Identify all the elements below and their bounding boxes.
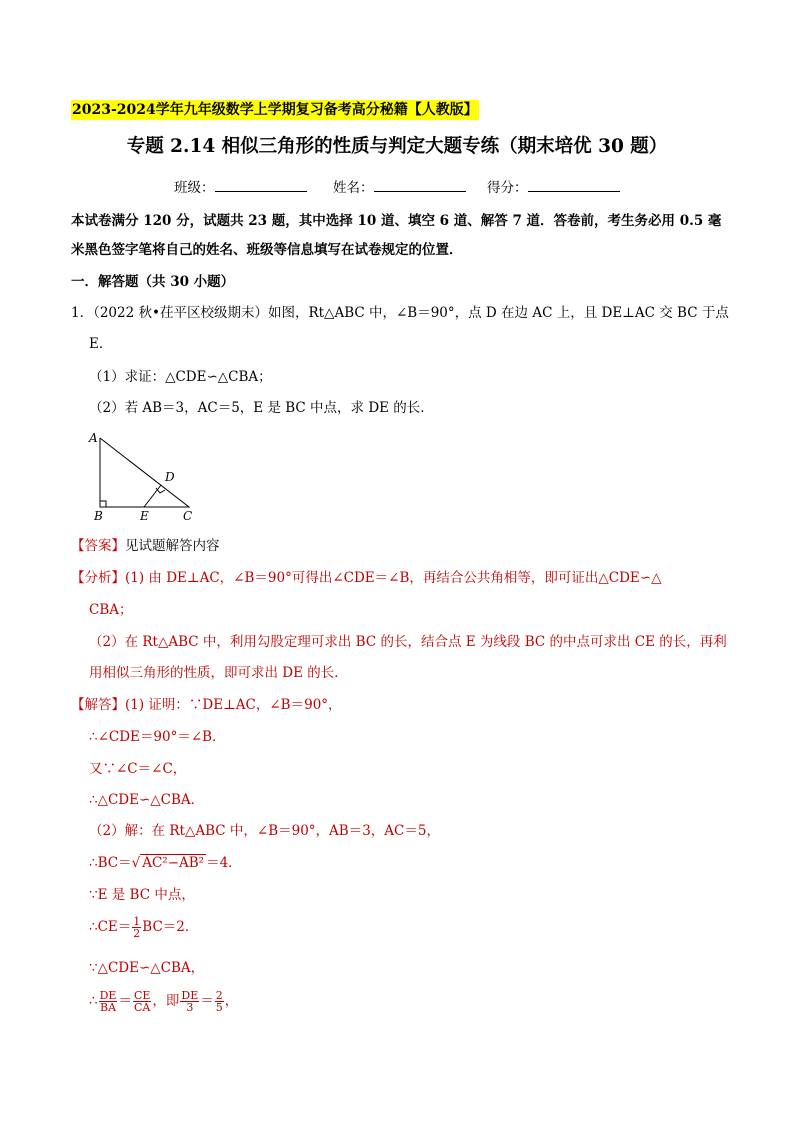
label-b: B [94,509,103,523]
solution-line8 [89,916,198,939]
name-field [333,177,466,197]
frac4-den: 5 [215,1001,223,1014]
score-blank [528,177,620,192]
analysis-text-1: (1) 由 DE⊥AC，∠B＝90°可得出∠CDE＝∠B，再结合公共角相等，即可证出△CDE∽△ [125,570,662,586]
question-1-stem [71,303,729,323]
name-label: 姓名： [333,180,374,196]
fraction-ce-ca [133,990,151,1013]
analysis-line2: CBA； [89,602,133,618]
class-field [174,177,307,197]
solution-text-1: (1) 证明：∵DE⊥AC，∠B＝90°， [125,697,342,713]
right-angle-mark-b [100,501,106,507]
bc-result: ＝4． [206,855,242,871]
half-den: 2 [133,927,141,940]
question-part-1: （1）求证：△CDE∽△CBA； [89,369,272,385]
solution-line6: ∴BC＝√ AC²−AB² ＝4． [89,855,242,871]
ce-result: BC＝2． [142,919,199,935]
fraction-de-3 [180,990,199,1013]
triangle-figure [86,428,206,524]
answer-line [71,536,220,556]
frac2-den: CA [133,1001,151,1014]
triangle-abc [100,438,189,507]
class-label: 班级： [174,180,215,196]
document-title: 专题 2.14 相似三角形的性质与判定大题专练（期末培优 30 题） [126,136,668,157]
frac1-den: BA [100,1001,117,1014]
label-e: E [140,509,149,523]
solution-line10 [89,990,238,1013]
analysis-line1 [71,568,661,588]
score-field [487,177,620,197]
equals-1: ＝ [118,993,132,1009]
namely-text: ，即 [152,993,180,1009]
solution-line3: 又∵∠C＝∠C， [89,761,187,777]
frac3-num: DE [181,989,199,1002]
question-number: 1． [71,305,94,321]
solution-line7: ∵E 是 BC 中点， [89,887,195,903]
question-source: （2022 秋•茌平区校级期末） [93,305,268,321]
frac1-num: DE [99,989,117,1002]
name-blank [374,177,466,192]
class-blank [215,177,307,192]
solution-line9: ∵△CDE∽△CBA， [89,960,205,976]
fraction-2-5 [215,990,224,1013]
section-heading: 一．解答题（共 30 小题） [71,274,235,290]
solution-line4: ∴△CDE∽△CBA． [89,792,205,808]
half-fraction [132,916,141,939]
frac3-den: 3 [186,1001,194,1014]
frac2-num: CE [133,989,151,1002]
bc-lhs: ∴BC＝ [89,855,132,871]
therefore-sign: ∴ [89,993,98,1009]
solution-line1 [71,695,342,715]
solution-line5: （2）解：在 Rt△ABC 中，∠B＝90°，AB＝3，AC＝5， [89,823,440,839]
solution-line2: ∴∠CDE＝90°＝∠B． [89,729,226,745]
question-stem-line2: E． [89,336,113,352]
solution-label: 【解答】 [71,697,125,713]
score-label: 得分： [487,180,528,196]
analysis-label: 【分析】 [71,570,125,586]
question-part-2: （2）若 AB＝3，AC＝5，E 是 BC 中点，求 DE 的长． [89,400,434,416]
half-num: 1 [133,915,141,928]
trailing-comma: ， [224,993,239,1009]
ce-lhs: ∴CE＝ [89,919,132,935]
answer-text: 见试题解答内容 [125,538,220,554]
label-c: C [183,509,193,523]
document-banner: 2023-2024学年九年级数学上学期复习备考高分秘籍【人教版】 [72,102,478,118]
frac4-num: 2 [215,989,223,1002]
label-d: D [165,470,175,484]
question-stem-line1: 如图，Rt△ABC 中，∠B＝90°，点 D 在边 AC 上，且 DE⊥AC 交 BC 于点 [267,305,729,321]
fraction-de-ba [99,990,118,1013]
equals-2: ＝ [200,993,214,1009]
exam-instructions: 本试卷满分 120 分，试题共 23 题，其中选择 10 道、填空 6 道、解答 7 道．答卷前，考生务必用 0.5 毫米黑色签字笔将自己的姓名、班级等信息填写在试卷规定的位置． [71,213,722,258]
analysis-line4: 用相似三角形的性质，即可求出 DE 的长． [89,665,348,681]
segment-de [144,485,161,507]
analysis-line3: （2）在 Rt△ABC 中，利用勾股定理可求出 BC 的长，结合点 E 为线段 BC 的中点可求出 CE 的长，再利 [89,634,727,650]
bc-radicand: AC²−AB² [142,855,205,871]
label-a: A [89,431,98,445]
answer-label: 【答案】 [71,538,125,554]
